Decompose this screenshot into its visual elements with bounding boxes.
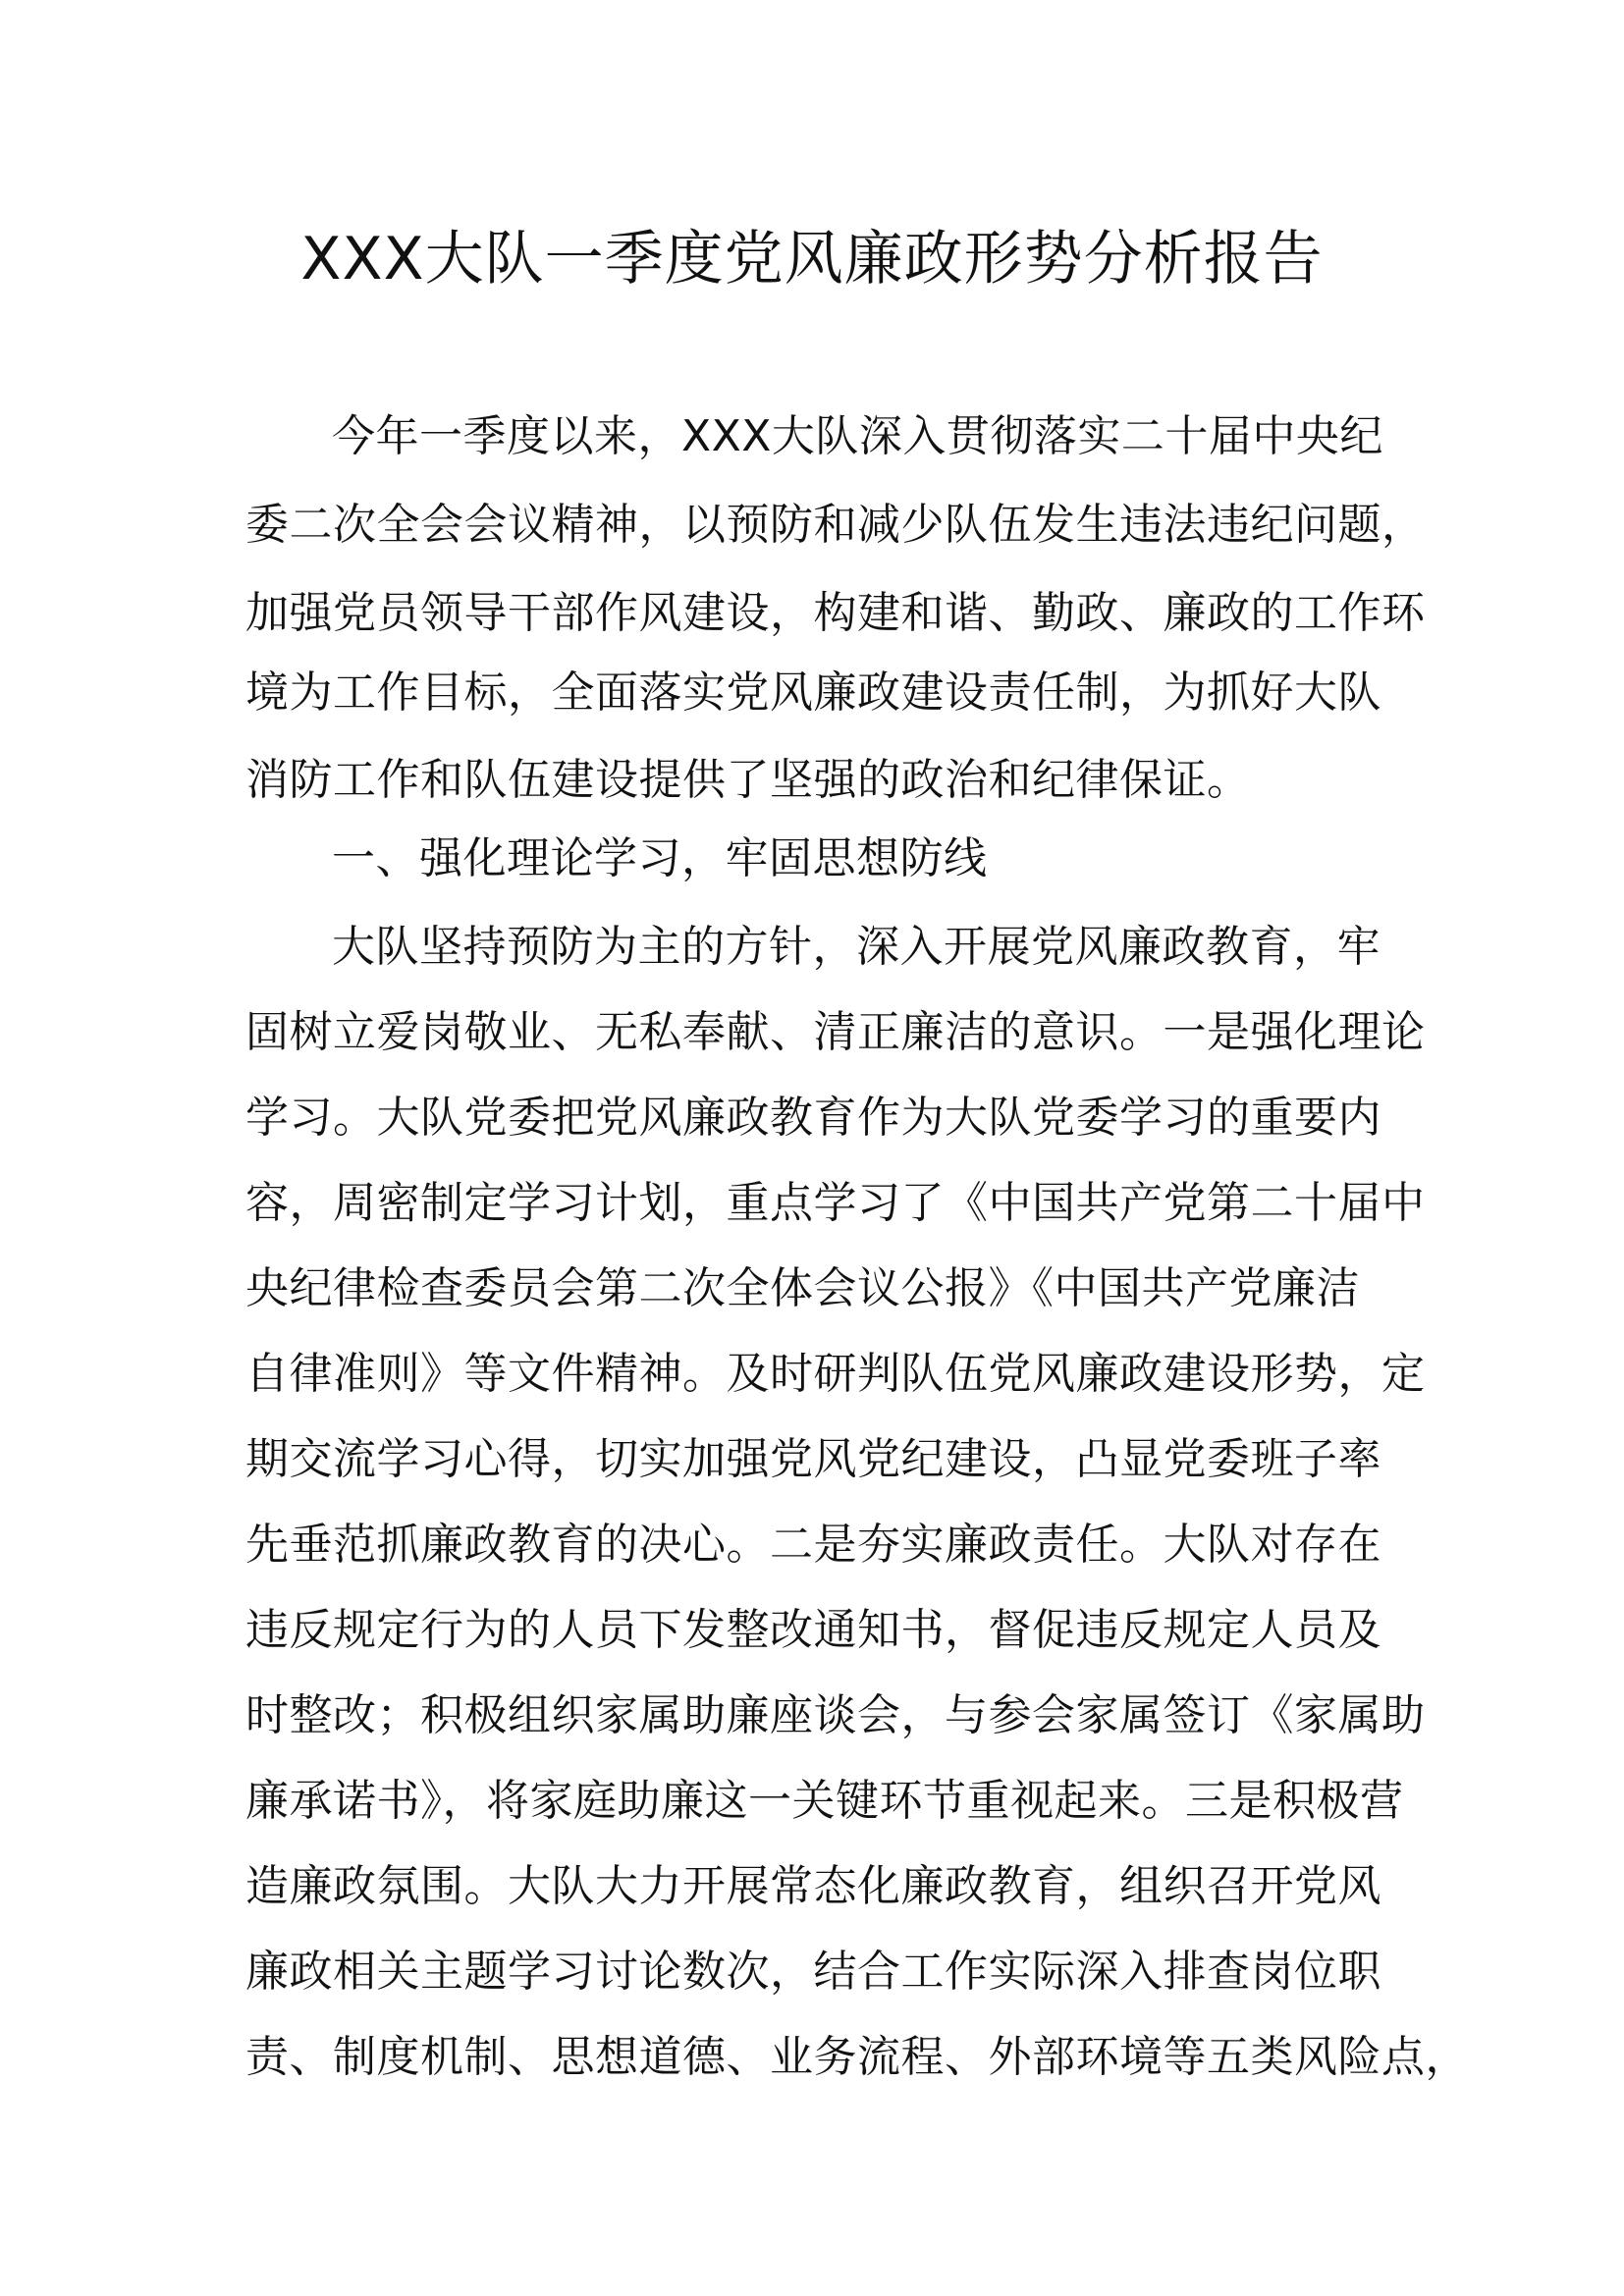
- body-line: 学习。大队党委把党风廉政教育作为大队党委学习的重要内: [245, 1093, 1381, 1143]
- body-line: 自律准则》等文件精神。及时研判队伍党风廉政建设形势，定: [245, 1349, 1426, 1399]
- intro-line: 消防工作和队伍建设提供了坚强的政治和纪律保证。: [245, 755, 1251, 805]
- intro-line: 今年一季度以来，XXX大队深入贯彻落实二十届中央纪: [332, 411, 1383, 461]
- body-line: 容，周密制定学习计划，重点学习了《中国共产党第二十届中: [245, 1178, 1426, 1228]
- body-line: 责、制度机制、思想道德、业务流程、外部环境等五类风险点，: [245, 2032, 1469, 2082]
- section-heading: 一、强化理论学习，牢固思想防线: [332, 833, 988, 883]
- body-line: 时整改；积极组织家属助廉座谈会，与参会家属签订《家属助: [245, 1690, 1426, 1740]
- intro-line: 境为工作目标，全面落实党风廉政建设责任制，为抓好大队: [245, 667, 1381, 718]
- intro-line: 加强党员领导干部作风建设，构建和谐、勤政、廉政的工作环: [245, 588, 1426, 638]
- document-title: XXX大队一季度党风廉政形势分析报告: [300, 225, 1324, 294]
- body-line: 造廉政氛围。大队大力开展常态化廉政教育，组织召开党风: [245, 1861, 1381, 1911]
- body-line: 期交流学习心得，切实加强党风党纪建设，凸显党委班子率: [245, 1434, 1381, 1484]
- body-line: 固树立爱岗敬业、无私奉献、清正廉洁的意识。一是强化理论: [245, 1007, 1426, 1057]
- body-line: 央纪律检查委员会第二次全体会议公报》《中国共产党廉洁: [245, 1263, 1360, 1313]
- intro-line: 委二次全会会议精神，以预防和减少队伍发生违法违纪问题，: [245, 500, 1426, 550]
- body-line: 廉承诺书》，将家庭助廉这一关键环节重视起来。三是积极营: [245, 1776, 1404, 1826]
- body-line: 先垂范抓廉政教育的决心。二是夯实廉政责任。大队对存在: [245, 1520, 1381, 1570]
- body-line: 廉政相关主题学习讨论数次，结合工作实际深入排查岗位职: [245, 1947, 1381, 1997]
- body-line: 大队坚持预防为主的方针，深入开展党风廉政教育，牢: [332, 922, 1380, 972]
- body-line: 违反规定行为的人员下发整改通知书，督促违反规定人员及: [245, 1605, 1381, 1655]
